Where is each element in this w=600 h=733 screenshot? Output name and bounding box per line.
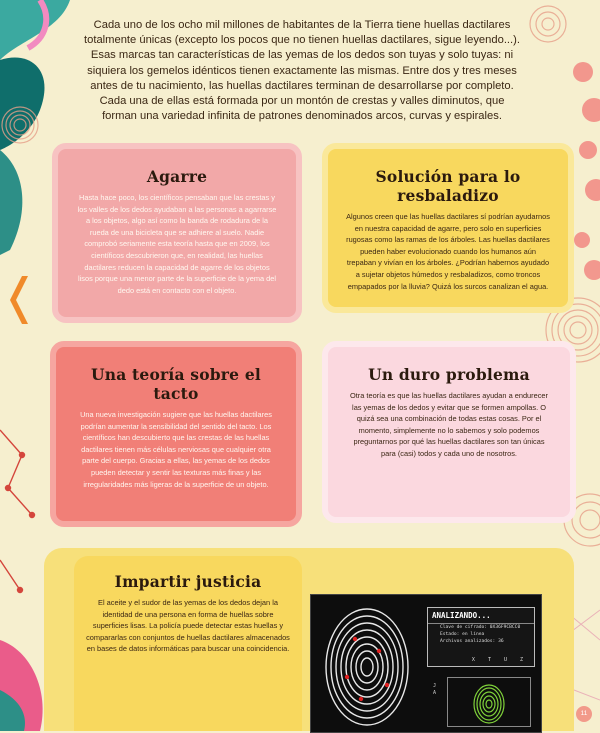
card-problem-body: Otra teoría es que las huellas dactilares ayudan a endurecer las yemas de los dedos y evitar que se formen ampollas. O quizá sea una combinación de todas estas cosas. Por el momento, simplemente no lo sabemos y solo podemos preguntarnos por qué las huellas dactilares son tan únicas para (casi) todos y cada uno de nosotros.: [349, 391, 549, 458]
card-grip-body: Hasta hace poco, los científicos pensaban que las crestas y los valles de los dedos ayudaban a las personas a agarrarse a los objetos, algo así como la banda de rodadura de la rueda de una bicicleta que se adhiere al suelo. Nadie comprobó seriamente esta teoría hasta que en 2009, los científicos descubrieron que, en realidad, las huellas dactilares reducen la capacidad de agarre de los objetos lisos porque una menor parte de la superficie de la yema del dedo está en contacto con el objeto.: [77, 193, 277, 295]
card-slip: [322, 143, 574, 313]
card-grip: [52, 143, 302, 323]
intro-paragraph: Cada uno de los ocho mil millones de habitantes de la Tierra tiene huellas dactilares totalmente únicas (excepto los pocos que no tienen huellas dactilares, sigue leyendo...). Esas marcas tan características de las yemas de los dedos son tuyas y solo tuyas: ni siquiera los gemelos idénticos tienen exactamente las mismas. Entre dos y tres meses antes de tu nacimiento, las huellas dactilares terminan de desarrollarse por completo. Cada una de ellas está formada por un montón de crestas y valles diminutos, que forman una variedad infinita de patrones denominados arcos, curvas y espirales.: [84, 19, 520, 123]
card-problem: [322, 341, 576, 523]
card-grip-title: Agarre: [146, 167, 208, 186]
analysis-status: ANALIZANDO...: [428, 608, 534, 624]
fingerprint-scanner-screen: [310, 594, 542, 733]
analysis-line-state: Estado: en línea: [440, 632, 485, 637]
page-number: 11: [576, 706, 592, 722]
card-justice-title: Impartir justicia: [114, 572, 262, 591]
analysis-line-files: Archivos analizados: 36: [440, 639, 504, 644]
matched-fingerprint-icon: [448, 678, 530, 726]
side-label: J A: [433, 683, 437, 696]
card-slip-body: Algunos creen que las huellas dactilares sí podrían ayudarnos en nuestra capacidad de agarre, pero solo en superficies rugosas como las ramas de los árboles. Las huellas dactilares pueden haber evolucionado cuando los humanos aún trepaban y vivían en los árboles. ¿Podrían habernos ayudado a sujetar objetos húmedos y resbaladizos, como troncos empapados por la lluvia? Quizá los surcos canalizan el agua.: [346, 212, 550, 291]
card-problem-title: Un duro problema: [368, 365, 530, 384]
card-touch-title: Una teoría sobre el tacto: [91, 365, 261, 403]
fingerprint-icon: [317, 595, 427, 732]
card-touch-body: Una nueva investigación sugiere que las huellas dactilares podrían aumentar la sensibilidad del sentido del tacto. Los científicos han descubierto que las crestas de las huellas dactilares tienen más células nerviosas que cualquier otra parte del cuerpo. Gracias a ellas, las yemas de los dedos pueden detectar y sentir las texturas más finas y las irregularidades más ligeras de la superficie de un objeto.: [80, 410, 272, 489]
card-slip-title: Solución para lo resbaladizo: [375, 167, 521, 205]
match-box: [447, 677, 531, 727]
analysis-keys: X T U Z: [471, 657, 528, 663]
analysis-line-key: Clave de cifrado: 0X36F9CBCC0: [440, 625, 521, 630]
analysis-panel: [427, 607, 535, 667]
card-touch: [50, 341, 302, 527]
card-justice: [74, 556, 302, 731]
card-justice-body: El aceite y el sudor de las yemas de los dedos dejan la identidad de una persona en forma de huellas sobre superficies lisas. La policía puede detectar estas huellas y compararlas con conjuntos de huellas dactilares almacenados en bases de datos informáticas para buscar una coincidencia.: [86, 598, 290, 654]
